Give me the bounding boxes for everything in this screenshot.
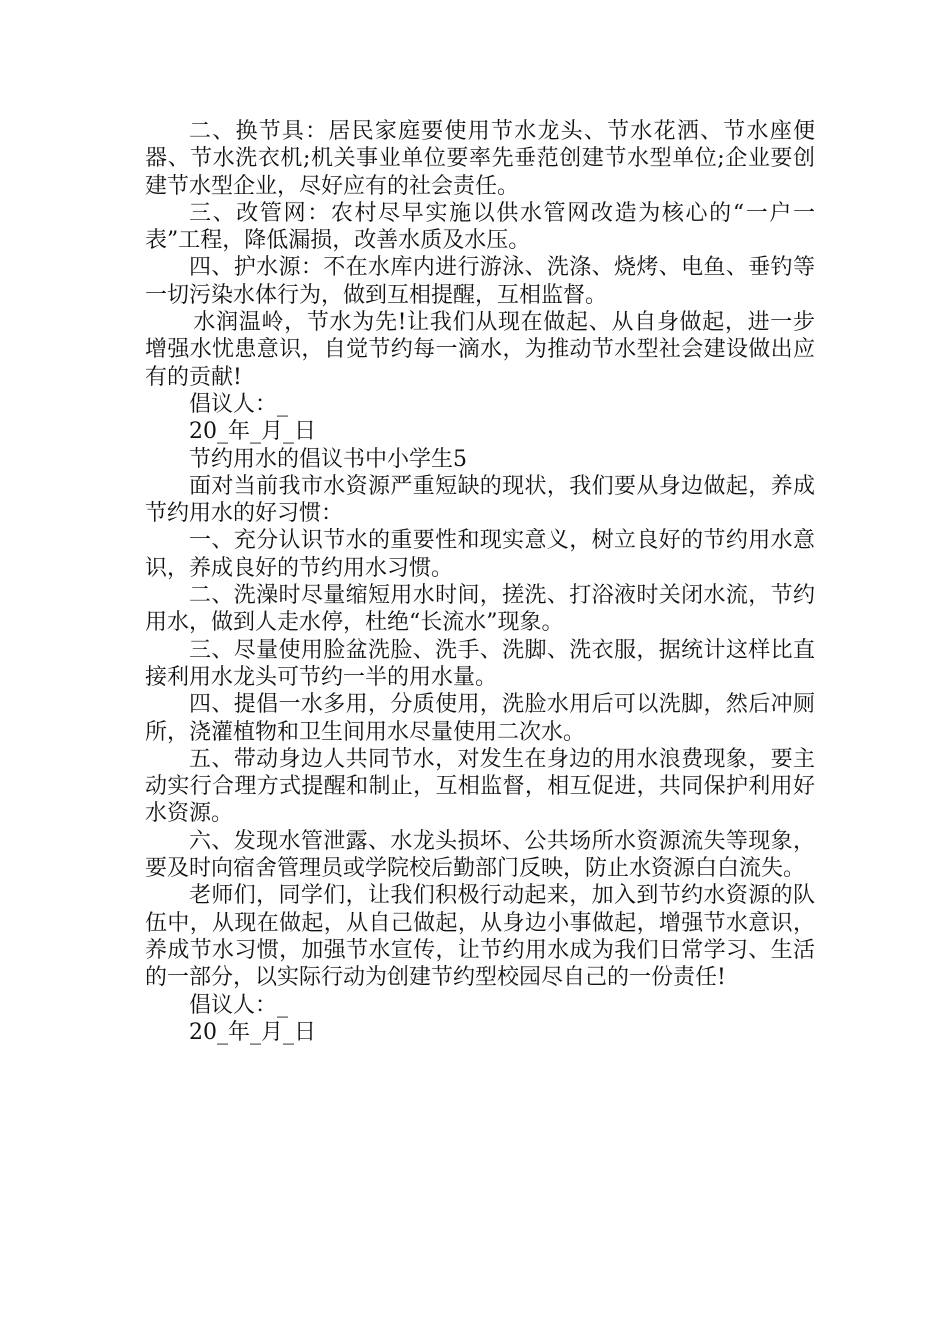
paragraph-item-4: 四、提倡一水多用，分质使用，洗脸水用后可以洗脚，然后冲厕所，浇灌植物和卫生间用水尽量使用二次水。 (145, 692, 815, 745)
document-page (145, 118, 815, 1046)
signature-line: 倡议人：_ (189, 391, 289, 417)
section-title: 节约用水的倡议书中小学生5 (189, 446, 467, 472)
paragraph-item-1: 一、充分认识节水的重要性和现实意义，树立良好的节约用水意识，养成良好的节约用水习惯。 (145, 528, 815, 581)
date-line-2: 20_年_月_日 (189, 1019, 316, 1045)
paragraph-water-source: 四、护水源：不在水库内进行游泳、洗涤、烧烤、电鱼、垂钓等一切污染水体行为，做到互相提醒，互相监督。 (145, 255, 815, 308)
paragraph-item-3: 三、尽量使用脸盆洗脸、洗手、洗脚、洗衣服，据统计这样比直接利用水龙头可节约一半的用水量。 (145, 637, 815, 690)
paragraph-item-2: 二、洗澡时尽量缩短用水时间，搓洗、打浴液时关闭水流，节约用水，做到人走水停，杜绝“长流水”现象。 (145, 583, 815, 636)
paragraph-closing-appeal: 水润温岭，节水为先!让我们从现在做起、从自身做起，进一步增强水忧患意识，自觉节约每一滴水，为推动节水型社会建设做出应有的贡献! (145, 310, 815, 390)
paragraph-fittings: 二、换节具：居民家庭要使用节水龙头、节水花洒、节水座便器、节水洗衣机;机关事业单位要率先垂范创建节水型单位;企业要创建节水型企业，尽好应有的社会责任。 (145, 119, 815, 199)
paragraph-pipe-network: 三、改管网：农村尽早实施以供水管网改造为核心的“一户一表”工程，降低漏损，改善水质及水压。 (145, 200, 815, 254)
signature-line-2: 倡议人：_ (189, 992, 289, 1018)
paragraph-item-5: 五、带动身边人共同节水，对发生在身边的用水浪费现象，要主动实行合理方式提醒和制止，互相监督，相互促进，共同保护利用好水资源。 (145, 746, 815, 827)
paragraph-intro: 面对当前我市水资源严重短缺的现状，我们要从身边做起，养成节约用水的好习惯： (145, 473, 815, 527)
paragraph-item-6: 六、发现水管泄露、水龙头损坏、公共场所水资源流失等现象，要及时向宿舍管理员或学院校后勤部门反映，防止水资源白白流失。 (145, 828, 815, 882)
paragraph-conclusion: 老师们，同学们，让我们积极行动起来，加入到节约水资源的队伍中，从现在做起，从自己做起，从身边小事做起，增强节水意识，养成节水习惯，加强节水宣传，让节约用水成为我们日常学习、生活的一部分，以实际行动为创建节约型校园尽自己的一份责任! (145, 883, 815, 991)
date-line: 20_年_月_日 (189, 419, 316, 445)
